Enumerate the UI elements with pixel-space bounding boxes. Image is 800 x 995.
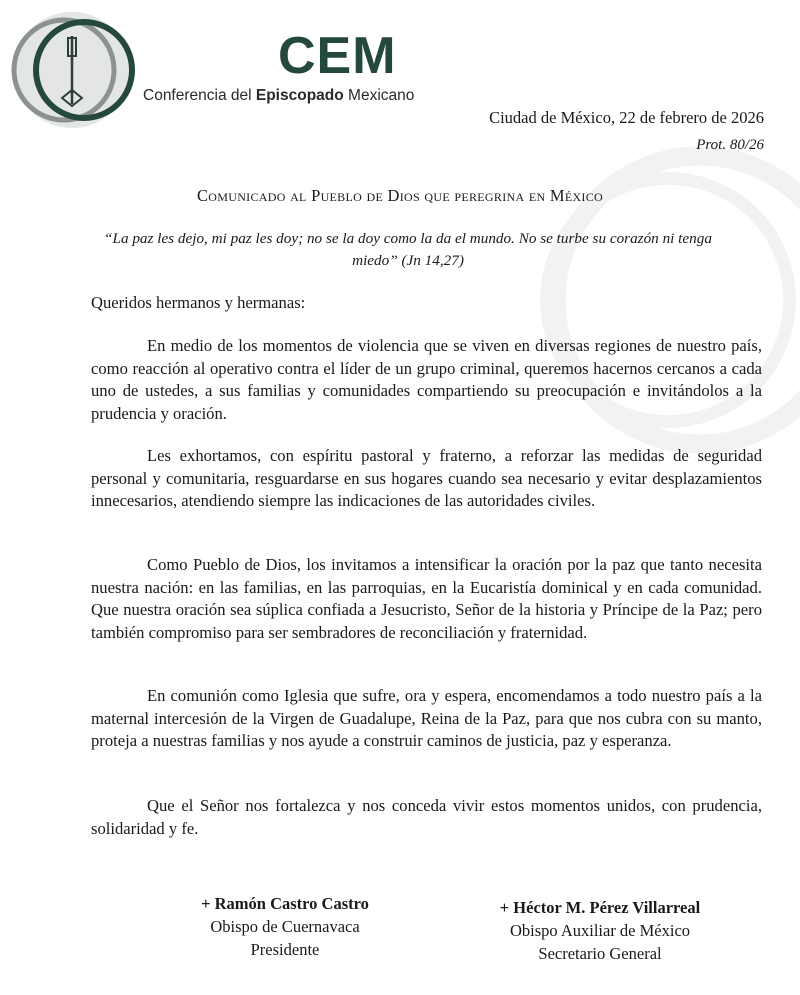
organization-name: Conferencia del Episcopado Mexicano	[143, 87, 415, 104]
signature-secretary	[460, 896, 740, 965]
signer-title: Presidente	[250, 940, 320, 959]
paragraph-2: Les exhortamos, con espíritu pastoral y fraterno, a reforzar las medidas de seguridad personal y comunitaria, resguardarse en sus hogares cuando sea necesario y evitar desplazamientos innecesarios, atendiendo siempre las indicaciones de las autoridades civiles.	[91, 446, 762, 510]
signer-name: + Héctor M. Pérez Villarreal	[499, 898, 701, 917]
signer-title: Secretario General	[538, 944, 662, 963]
protocol-number: Prot. 80/26	[696, 137, 764, 153]
paragraph-3: Como Pueblo de Dios, los invitamos a intensificar la oración por la paz que tanto necesita nuestra nación: en las familias, en las parroquias, en la Eucaristía dominical y en cada comunidad. Que nuestra oración sea súplica confiada a Jesucristo, Señor de la historia y Príncipe de la Paz; pero también compromiso para ser sembradores de reconciliación y fraternidad.	[91, 555, 762, 642]
signature-president	[160, 892, 410, 961]
place-and-date: Ciudad de México, 22 de febrero de 2026	[489, 108, 764, 127]
greeting: Queridos hermanos y hermanas:	[91, 293, 306, 312]
document-title: Comunicado al Pueblo de Dios que peregrina en México	[196, 186, 603, 205]
scripture-quote: “La paz les dejo, mi paz les doy; no se la doy como la da el mundo. No se turbe su corazón ni tenga miedo” (Jn 14,27)	[104, 230, 712, 269]
signer-role: Obispo Auxiliar de México	[509, 921, 691, 940]
paragraph-1: En medio de los momentos de violencia que se viven en diversas regiones de nuestro país, como reacción al operativo contra el líder de un grupo criminal, queremos hacernos cercanos a cada uno de ustedes, a sus familias y comunidades compartiendo su preocupación e invitándolos a la prudencia y oración.	[91, 336, 762, 423]
paragraph-4: En comunión como Iglesia que sufre, ora y espera, encomendamos a todo nuestro país a la maternal intercesión de la Virgen de Guadalupe, Reina de la Paz, para que nos cubra con su manto, proteja a nuestras familias y nos ayude a construir caminos de justicia, paz y esperanza.	[91, 686, 762, 750]
cem-logo-icon	[10, 8, 135, 133]
paragraph-5: Que el Señor nos fortalezca y nos conceda vivir estos momentos unidos, con prudencia, solidaridad y fe.	[91, 796, 762, 838]
signer-role: Obispo de Cuernavaca	[210, 917, 360, 936]
signer-name: + Ramón Castro Castro	[201, 894, 369, 913]
logo-wordmark: CEM	[278, 27, 397, 85]
